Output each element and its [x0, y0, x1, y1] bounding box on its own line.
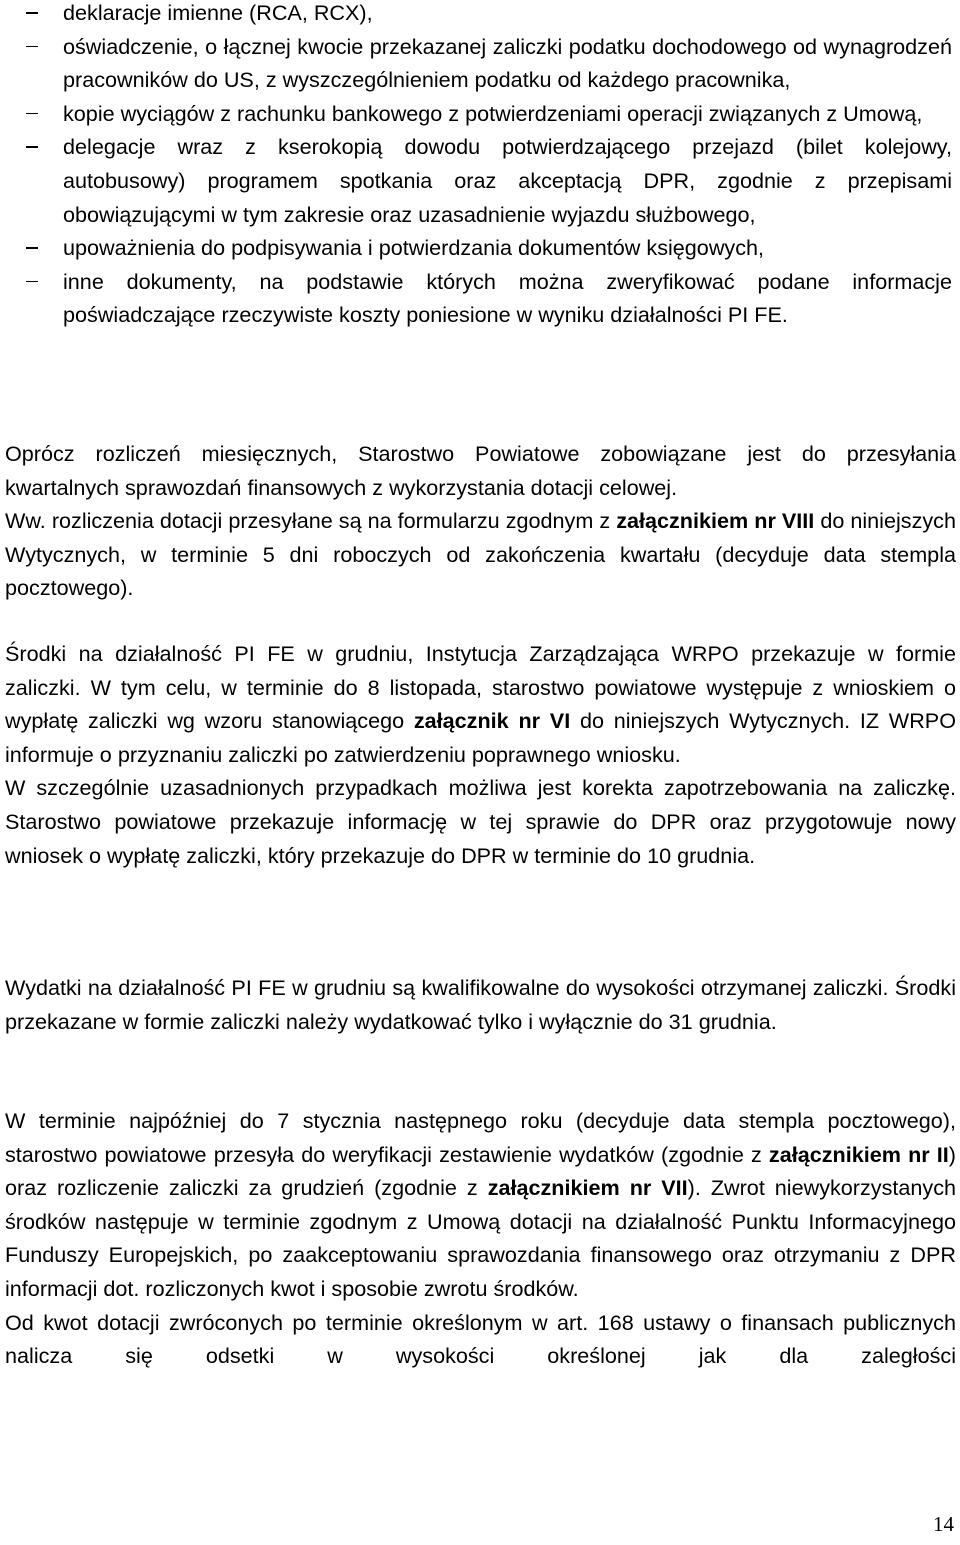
- dash-bullet-icon: [26, 113, 38, 115]
- paragraph-text: Wydatki na działalność PI FE w grudniu są kwalifikowalne do wysokości otrzymanej zaliczki. Środki przekazane w formie zaliczki należy wydatkować tylko i wyłącznie do 31 grudnia.: [5, 975, 956, 1034]
- paragraph-text: Oprócz rozliczeń miesięcznych, Starostwo Powiatowe zobowiązane jest do przesyłania kwartalnych sprawozdań finansowych z wykorzystania dotacji celowej.: [5, 441, 956, 500]
- list-item: deklaracje imienne (RCA, RCX),: [0, 0, 956, 30]
- paragraph-december-funds: [5, 637, 956, 872]
- list-item: upoważnienia do podpisywania i potwierdzania dokumentów księgowych,: [0, 231, 956, 265]
- list-item: delegacje wraz z kserokopią dowodu potwierdzającego przejazd (bilet kolejowy, autobusowy) programem spotkania oraz akceptacją DPR, zgodnie z przepisami obowiązującymi w tym zakresie oraz uzasadnienie wyjazdu służbowego,: [0, 130, 956, 231]
- annex-reference: załącznik nr VI: [413, 708, 571, 734]
- paragraph-text: Od kwot dotacji zwróconych po terminie określonym w art. 168 ustawy o finansach publicznych nalicza się odsetki w wysokości określonej jak dla zaległości: [5, 1309, 956, 1369]
- list-item: kopie wyciągów z rachunku bankowego z potwierdzeniami operacji związanych z Umową,: [0, 97, 956, 131]
- paragraph-settlement: [5, 1104, 956, 1373]
- dash-bullet-icon: [26, 12, 38, 14]
- annex-reference: załącznikiem nr II: [768, 1141, 949, 1167]
- dash-bullet-icon: [26, 247, 38, 249]
- dash-bullet-icon: [26, 146, 38, 148]
- annex-reference: załącznikiem nr VIII: [616, 508, 815, 534]
- annex-reference: załącznikiem nr VII: [487, 1175, 688, 1201]
- paragraph-text: W szczególnie uzasadnionych przypadkach możliwa jest korekta zapotrzebowania na zaliczkę. Starostwo powiatowe przekazuje informację w tej sprawie do DPR oraz przygotowuje nowy wniosek o wypłatę zaliczki, który przekazuje do DPR w terminie do 10 grudnia.: [5, 775, 956, 868]
- list-item: inne dokumenty, na podstawie których można zweryfikować podane informacje poświadczające rzeczywiste koszty poniesione w wyniku działalności PI FE.: [0, 265, 956, 332]
- list-item: oświadczenie, o łącznej kwocie przekazanej zaliczki podatku dochodowego od wynagrodzeń pracowników do US, z wyszczególnieniem podatku od każdego pracownika,: [0, 30, 956, 97]
- paragraph-text: Środki na działalność PI FE w grudniu, Instytucja Zarządzająca WRPO przekazuje w formie zaliczki. W tym celu, w terminie do 8 listopada, starostwo powiatowe występuje z wnioskiem o wypłatę zaliczki wg wzoru stanowiącego załącznik nr VI do niniejszych Wytycznych. IZ WRPO informuje o przyznaniu zaliczki po zatwierdzeniu poprawnego wniosku.: [5, 641, 956, 767]
- paragraph-text: W terminie najpóźniej do 7 stycznia następnego roku (decyduje data stempla pocztowego), starostwo powiatowe przesyła do weryfikacji zestawienie wydatków (zgodnie z załącznikiem nr II) oraz rozliczenie zaliczki za grudzień (zgodnie z załącznikiem nr VII). Zwrot niewykorzystanych środków następuje w terminie zgodnym z Umową dotacji na działalność Punktu Informacyjnego Funduszy Europejskich, po zaakceptowaniu sprawozdania finansowego oraz otrzymaniu z DPR informacji dot. rozliczonych kwot i sposobie zwrotu środków.: [5, 1108, 957, 1301]
- bullet-list: [0, 0, 956, 332]
- dash-bullet-icon: [26, 281, 38, 283]
- paragraph-quarterly-reports: [5, 437, 956, 605]
- paragraph-december-expenses: [5, 971, 956, 1038]
- dash-bullet-icon: [26, 46, 38, 48]
- paragraph-text: Ww. rozliczenia dotacji przesyłane są na formularzu zgodnym z załącznikiem nr VIII do niniejszych Wytycznych, w terminie 5 dni roboczych od zakończenia kwartału (decyduje data stempla pocztowego).: [5, 508, 956, 601]
- page-number: 14: [933, 1512, 954, 1536]
